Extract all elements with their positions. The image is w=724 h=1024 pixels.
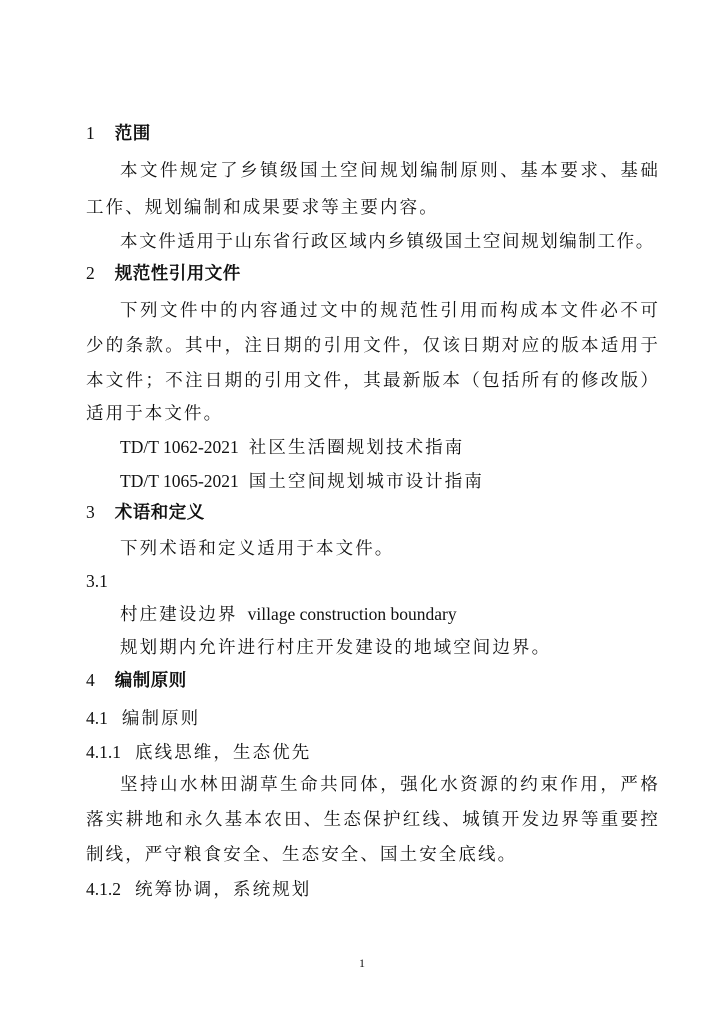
paragraph-line: 本文件适用于山东省行政区域内乡镇级国土空间规划编制工作。 xyxy=(120,232,655,252)
term-definition: 规划期内允许进行村庄开发建设的地域空间边界。 xyxy=(120,638,552,658)
paragraph-line: 工作、规划编制和成果要求等主要内容。 xyxy=(86,198,439,218)
paragraph-line: 少的条款。其中，注日期的引用文件，仅该日期对应的版本适用于 xyxy=(86,336,660,356)
section-title: 术语和定义 xyxy=(114,503,205,523)
clause-title: 统筹协调，系统规划 xyxy=(135,880,312,900)
paragraph-line: 本文件规定了乡镇级国土空间规划编制原则、基本要求、基础 xyxy=(120,161,660,181)
section-number: 2 xyxy=(86,263,95,283)
reference-title: 国土空间规划城市设计指南 xyxy=(248,472,484,492)
clause-heading xyxy=(86,878,311,901)
paragraph-line: 下列文件中的内容通过文中的规范性引用而构成本文件必不可 xyxy=(120,301,660,321)
clause-heading xyxy=(86,707,200,730)
term-english: village construction boundary xyxy=(247,604,457,624)
section-number: 4 xyxy=(86,670,95,690)
reference-code: TD/T 1062-2021 xyxy=(120,437,239,457)
paragraph-line: 落实耕地和永久基本农田、生态保护红线、城镇开发边界等重要控 xyxy=(86,810,660,830)
section-number: 3 xyxy=(86,502,95,522)
paragraph-line: 下列术语和定义适用于本文件。 xyxy=(120,539,395,559)
page-number: 1 xyxy=(359,956,365,970)
paragraph-line: 坚持山水林田湖草生命共同体，强化水资源的约束作用，严格 xyxy=(120,775,660,795)
reference-code: TD/T 1065-2021 xyxy=(120,471,239,491)
section-1-heading xyxy=(86,122,151,145)
section-title: 范围 xyxy=(114,124,151,144)
clause-number: 4.1.2 xyxy=(86,879,121,899)
section-title: 编制原则 xyxy=(114,671,187,691)
paragraph-line: 本文件；不注日期的引用文件，其最新版本（包括所有的修改版） xyxy=(86,371,660,391)
section-4-heading xyxy=(86,669,187,692)
section-3-heading xyxy=(86,501,205,524)
clause-heading xyxy=(86,741,311,764)
term-entry xyxy=(120,603,457,626)
section-2-heading xyxy=(86,262,241,285)
section-title: 规范性引用文件 xyxy=(114,264,241,284)
normative-reference xyxy=(120,436,464,459)
clause-title: 底线思维，生态优先 xyxy=(135,743,312,763)
normative-reference xyxy=(120,470,484,493)
clause-number: 4.1 xyxy=(86,708,108,728)
paragraph-line: 制线，严守粮食安全、生态安全、国土安全底线。 xyxy=(86,845,518,865)
reference-title: 社区生活圈规划技术指南 xyxy=(248,438,465,458)
paragraph-line: 适用于本文件。 xyxy=(86,404,224,424)
term-chinese: 村庄建设边界 xyxy=(120,605,238,625)
clause-title: 编制原则 xyxy=(121,709,201,729)
clause-number: 3.1 xyxy=(86,571,108,591)
clause-number: 4.1.1 xyxy=(86,742,121,762)
section-number: 1 xyxy=(86,123,95,143)
